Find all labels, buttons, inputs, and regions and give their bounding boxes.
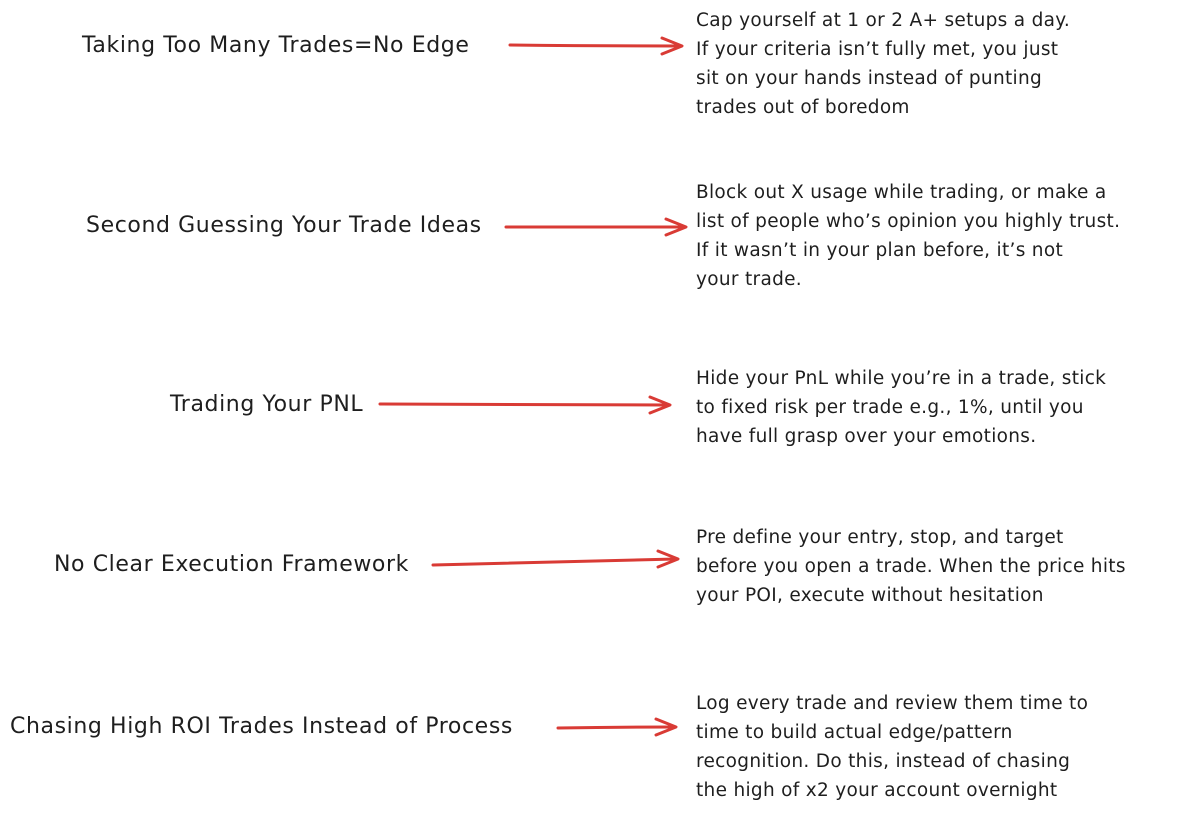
fix-line: before you open a trade. When the price hits: [696, 556, 1126, 577]
arrow-4: [433, 551, 678, 567]
mistake-label: Chasing High ROI Trades Instead of Process: [10, 714, 513, 739]
fix-line: Cap yourself at 1 or 2 A+ setups a day.: [696, 10, 1071, 31]
fix-line: list of people who’s opinion you highly trust.: [696, 211, 1121, 232]
fix-line: recognition. Do this, instead of chasing: [696, 751, 1071, 772]
arrow-3: [380, 397, 670, 413]
arrow-1: [510, 38, 682, 54]
fix-line: Log every trade and review them time to: [696, 693, 1089, 714]
fix-line: to fixed risk per trade e.g., 1%, until you: [696, 397, 1084, 418]
fix-text: [696, 6, 1196, 122]
mistake-label: Second Guessing Your Trade Ideas: [86, 213, 482, 238]
fix-line: Block out X usage while trading, or make a: [696, 182, 1107, 203]
fix-line: time to build actual edge/pattern: [696, 722, 1013, 743]
fix-line: Pre define your entry, stop, and target: [696, 527, 1064, 548]
fix-line: the high of x2 your account overnight: [696, 780, 1058, 801]
fix-text: [696, 689, 1196, 805]
arrow-5: [558, 719, 676, 735]
fix-text: [696, 178, 1196, 294]
mistake-label: Trading Your PNL: [170, 392, 364, 417]
fix-line: trades out of boredom: [696, 97, 910, 118]
fix-line: sit on your hands instead of punting: [696, 68, 1043, 89]
fix-text: [696, 364, 1196, 451]
arrow-2: [506, 219, 686, 235]
fix-line: If it wasn’t in your plan before, it’s not: [696, 240, 1064, 261]
fix-line: your POI, execute without hesitation: [696, 585, 1044, 606]
mistake-label: No Clear Execution Framework: [54, 552, 409, 577]
fix-text: [696, 523, 1196, 610]
fix-line: your trade.: [696, 269, 802, 290]
fix-line: If your criteria isn’t fully met, you just: [696, 39, 1059, 60]
fix-line: have full grasp over your emotions.: [696, 426, 1037, 447]
fix-line: Hide your PnL while you’re in a trade, stick: [696, 368, 1107, 389]
mistake-label: Taking Too Many Trades=No Edge: [82, 33, 470, 58]
